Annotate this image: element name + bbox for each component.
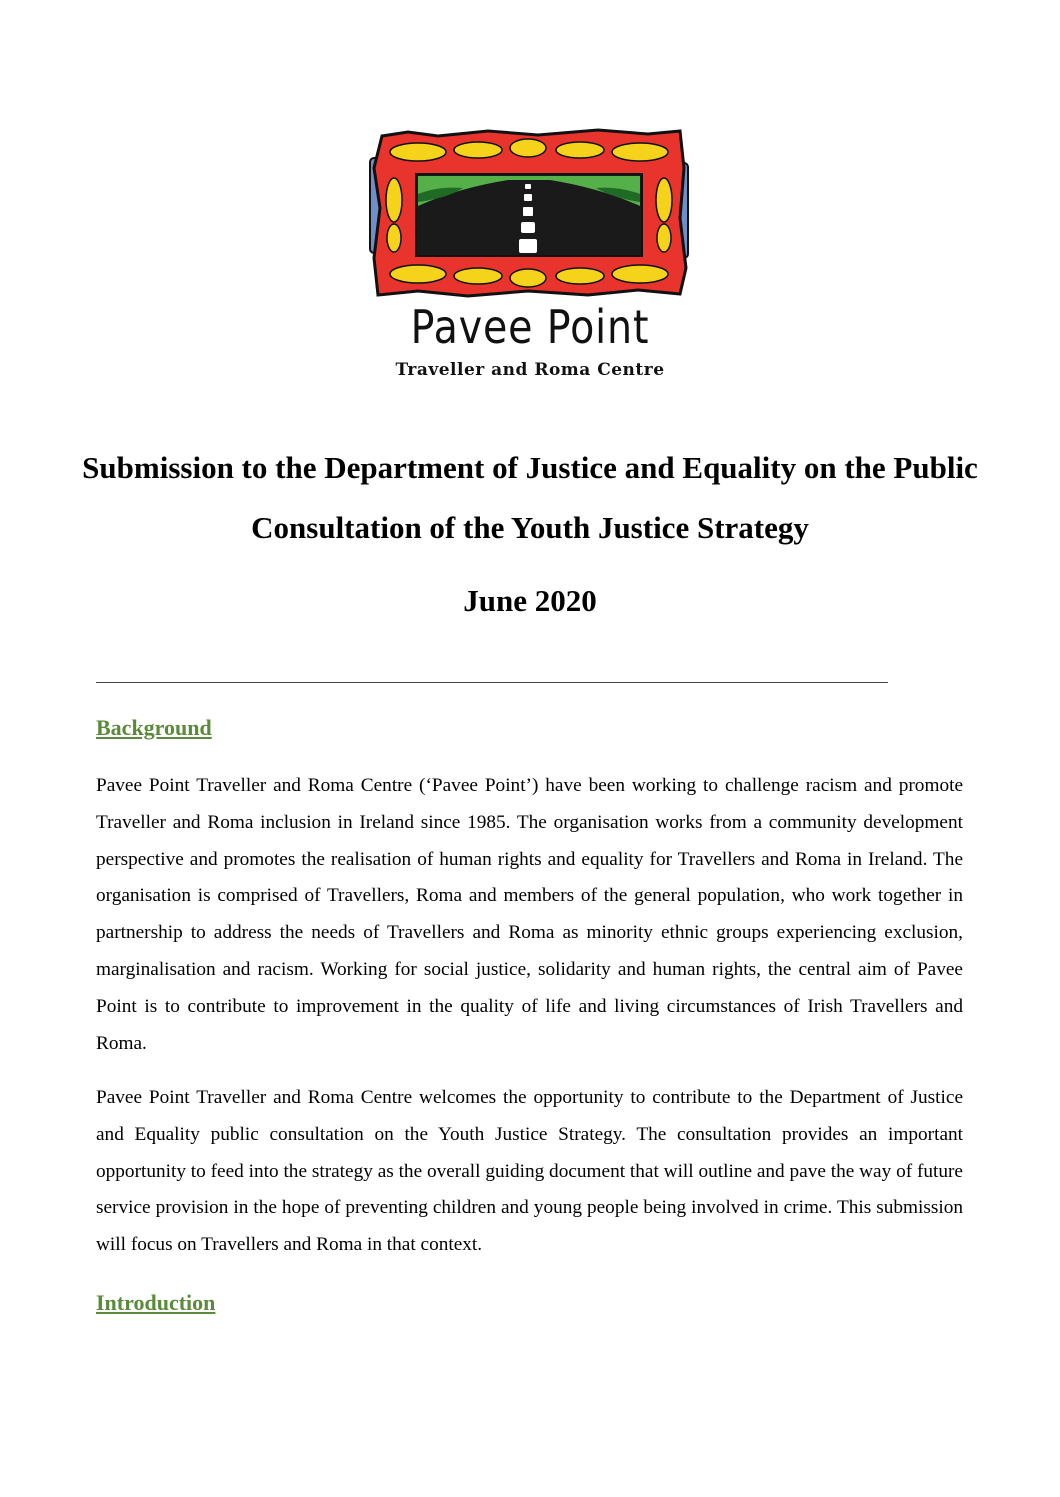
section-heading-background: Background (96, 715, 212, 740)
document-title: Submission to the Department of Justice and Equality on the Public Consultation of the Youth Justice Strategy (82, 450, 978, 545)
logo-wordmark (340, 300, 720, 380)
background-paragraph-2: Pavee Point Traveller and Roma Centre welcomes the opportunity to contribute to the Department of Justice and Equality public consultation on the Youth Justice Strategy. The consultation provides an important opportunity to feed into the strategy as the overall guiding document that will outline and pave the way of future service provision in the hope of preventing children and young people being involved in crime. This submission will focus on Travellers and Roma in that context. (96, 1087, 963, 1256)
title-divider (96, 682, 888, 683)
logo-subtitle: Traveller and Roma Centre (395, 360, 665, 380)
document-date: June 2020 (463, 583, 597, 618)
pavee-point-logo-icon (368, 128, 690, 298)
background-paragraph-1: Pavee Point Traveller and Roma Centre (‘Pavee Point’) have been working to challenge racism and promote Traveller and Roma inclusion in Ireland since 1985. The organisation works from a community development perspective and promotes the realisation of human rights and equality for Travellers and Roma in Ireland. The organisation is comprised of Travellers, Roma and members of the general population, who work together in partnership to address the needs of Travellers and Roma as minority ethnic groups experiencing exclusion, marginalisation and racism. Working for social justice, solidarity and human rights, the central aim of Pavee Point is to contribute to improvement in the quality of life and living circumstances of Irish Travellers and Roma. (96, 775, 963, 1054)
section-heading-introduction: Introduction (96, 1290, 216, 1315)
logo-name: Pavee Point (410, 300, 650, 354)
